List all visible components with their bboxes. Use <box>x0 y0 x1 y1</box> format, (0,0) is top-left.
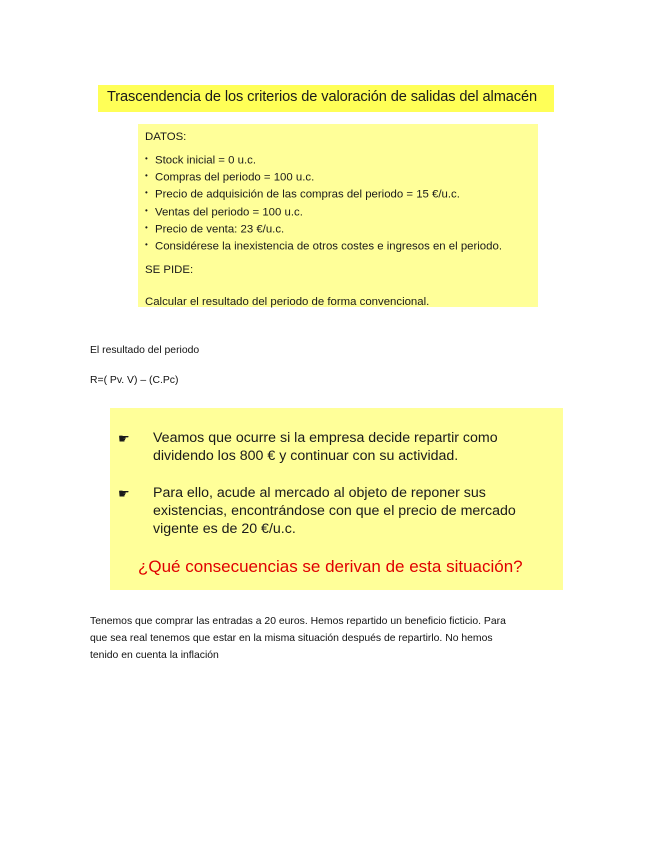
bullet-icon: • <box>145 222 148 232</box>
datos-item-text: Compras del periodo = 100 u.c. <box>155 171 315 184</box>
conclusion-paragraph <box>90 613 570 664</box>
scenario-line: dividendo los 800 € y continuar con su actividad. <box>153 448 459 464</box>
list-item <box>145 204 538 221</box>
resultado-label: El resultado del periodo <box>90 345 200 356</box>
pointing-hand-icon: ☛ <box>118 486 130 501</box>
list-item <box>145 238 538 255</box>
list-item <box>145 186 538 203</box>
paragraph-line: Tenemos que comprar las entradas a 20 euros. Hemos repartido un beneficio ficticio. Para <box>90 616 506 627</box>
bullet-icon: • <box>145 188 148 198</box>
datos-heading: DATOS: <box>145 131 187 143</box>
datos-box <box>138 124 538 307</box>
paragraph-line: que sea real tenemos que estar en la misma situación después de repartirlo. No hemos <box>90 633 493 644</box>
datos-item-text: Ventas del periodo = 100 u.c. <box>155 206 303 219</box>
bullet-icon: • <box>145 205 148 215</box>
list-item <box>145 221 538 238</box>
list-item <box>145 152 538 169</box>
datos-list <box>145 152 538 255</box>
formula-text: R=( Pv. V) – (C.Pc) <box>90 375 179 386</box>
pointing-hand-icon: ☛ <box>118 431 130 446</box>
page-title: Trascendencia de los criterios de valoración de salidas del almacén <box>107 89 537 105</box>
list-item <box>145 169 538 186</box>
se-pide-heading: SE PIDE: <box>145 264 194 277</box>
question-text: ¿Qué consecuencias se derivan de esta situación? <box>138 557 523 576</box>
scenario-line: vigente es de 20 €/u.c. <box>153 521 296 537</box>
bullet-icon: • <box>145 240 148 250</box>
datos-item-text: Stock inicial = 0 u.c. <box>155 154 256 167</box>
scenario-box <box>110 408 563 590</box>
datos-item-text: Precio de adquisición de las compras del periodo = 15 €/u.c. <box>155 188 460 201</box>
bullet-icon: • <box>145 154 148 163</box>
scenario-line: existencias, encontrándose con que el precio de mercado <box>153 503 516 519</box>
bullet-icon: • <box>145 171 148 181</box>
datos-item-text: Precio de venta: 23 €/u.c. <box>155 223 285 236</box>
scenario-line: Para ello, acude al mercado al objeto de reponer sus <box>153 485 486 501</box>
scenario-line: Veamos que ocurre si la empresa decide repartir como <box>153 430 498 446</box>
paragraph-line: tenido en cuenta la inflación <box>90 650 219 661</box>
task-text: Calcular el resultado del periodo de forma convencional. <box>145 296 430 309</box>
datos-item-text: Considérese la inexistencia de otros costes e ingresos en el periodo. <box>155 240 502 253</box>
title-banner <box>98 85 554 112</box>
